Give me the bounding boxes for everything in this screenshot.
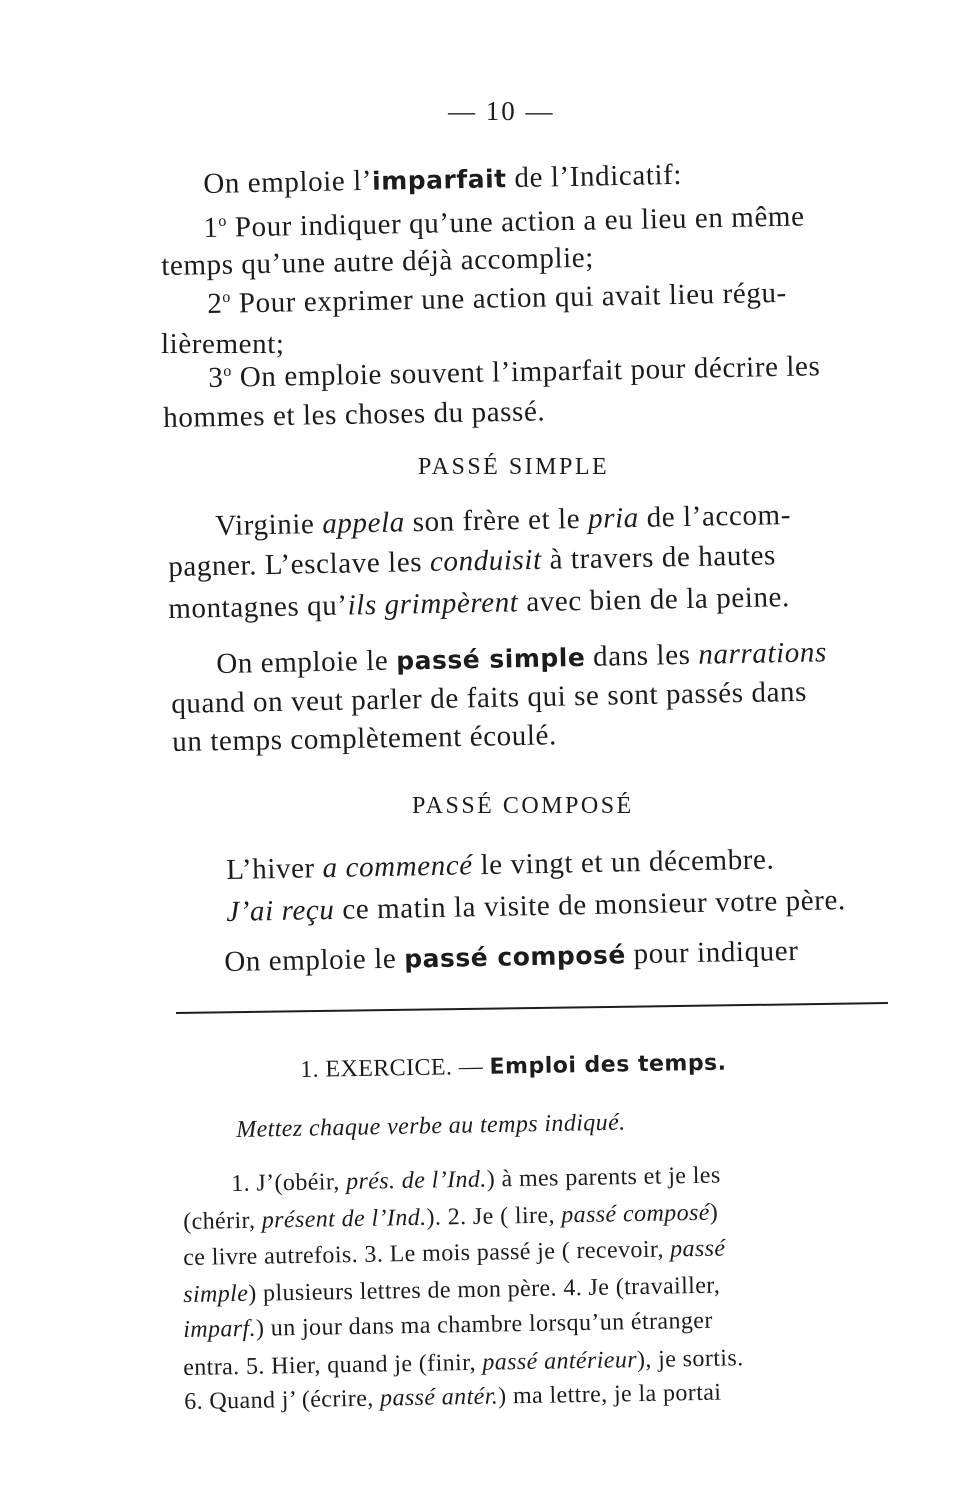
text-run: L’hiver bbox=[225, 852, 323, 886]
ordinal-mark: o bbox=[223, 362, 233, 381]
term-imparfait: imparfait bbox=[371, 164, 507, 196]
exercise-line-4 bbox=[183, 1274, 720, 1307]
text-run: le vingt et un décembre. bbox=[472, 843, 775, 882]
imparfait-point-1-cont: temps qu’une autre déjà accomplie; bbox=[160, 241, 595, 282]
text-run: 1. J’(obéir, bbox=[230, 1168, 347, 1197]
ordinal-mark: o bbox=[218, 212, 228, 231]
exercise-line-5 bbox=[183, 1309, 713, 1342]
passe-compose-rule-line-1 bbox=[223, 934, 799, 978]
text-run: On emploie l’ bbox=[202, 164, 373, 200]
text-run: 6. Quand j’ (écrire, bbox=[183, 1385, 381, 1415]
text-run: entra. 5. Hier, quand je (finir, bbox=[182, 1349, 483, 1381]
passe-simple-example-line-3 bbox=[168, 583, 790, 624]
exercise-instruction: Mettez chaque verbe au temps indiqué. bbox=[235, 1109, 626, 1143]
text-run: avec bien de la peine. bbox=[518, 581, 791, 619]
text-run: à travers de hautes bbox=[541, 539, 777, 576]
imparfait-point-1 bbox=[203, 202, 805, 243]
text-run: Pour indiquer qu’une action a eu lieu en même bbox=[226, 200, 805, 244]
text-run: ), je sortis. bbox=[636, 1345, 744, 1374]
imparfait-point-3-cont: hommes et les choses du passé. bbox=[162, 395, 546, 434]
heading-passe-simple: PASSÉ SIMPLE bbox=[418, 454, 610, 480]
passe-simple-rule-line-1 bbox=[216, 638, 827, 679]
tense-hint: présent de l’Ind. bbox=[261, 1204, 427, 1234]
text-run: ce matin la visite de monsieur votre père. bbox=[334, 884, 847, 926]
text-run: Virginie bbox=[214, 507, 323, 542]
verb-jai-recu: J’ai reçu bbox=[225, 893, 335, 928]
text-run: ) à mes parents et je les bbox=[486, 1162, 721, 1193]
passe-simple-example-line-1 bbox=[214, 498, 792, 542]
text-run: On emploie souvent l’imparfait pour décrire les bbox=[231, 350, 821, 394]
text-run: pour indiquer bbox=[625, 934, 799, 971]
text-run: On emploie le bbox=[223, 942, 405, 978]
passe-compose-example-line-2 bbox=[226, 886, 846, 927]
point-number: 1 bbox=[202, 211, 219, 244]
section-divider bbox=[176, 1002, 888, 1014]
verb-pria: pria bbox=[587, 501, 640, 535]
heading-passe-compose: PASSÉ COMPOSÉ bbox=[412, 793, 634, 819]
tense-hint: passé composé bbox=[561, 1199, 710, 1229]
text-run: pagner. L’esclave les bbox=[167, 545, 431, 583]
text-run: de l’Indicatif: bbox=[506, 158, 683, 195]
exercise-line-3 bbox=[183, 1237, 726, 1270]
exercise-line-1 bbox=[231, 1163, 721, 1196]
text-run: ) un jour dans ma chambre lorsqu’un étranger bbox=[255, 1307, 713, 1342]
text-run: son frère et le bbox=[404, 502, 589, 539]
exercise-line-2 bbox=[183, 1201, 718, 1234]
passe-simple-example-line-2 bbox=[168, 541, 776, 582]
page-number: — 10 — bbox=[448, 96, 555, 126]
passe-compose-example-line-1 bbox=[226, 845, 775, 885]
text-run: Pour exprimer une action qui avait lieu régu- bbox=[230, 276, 788, 320]
point-number: 2 bbox=[206, 287, 223, 320]
text-run: (chérir, bbox=[182, 1207, 263, 1235]
term-narrations: narrations bbox=[698, 636, 828, 671]
exercise-heading: Emploi des temps. bbox=[489, 1050, 727, 1080]
exercise-number: 1. EXERCICE. — bbox=[299, 1053, 490, 1083]
imparfait-intro bbox=[202, 158, 683, 200]
term-passe-compose: passé composé bbox=[403, 940, 627, 974]
tense-hint: imparf. bbox=[182, 1315, 257, 1343]
tense-hint: prés. de l’Ind. bbox=[345, 1166, 487, 1195]
text-run: ) plusieurs lettres de mon père. 4. Je (travailler, bbox=[248, 1272, 721, 1307]
text-run: ce livre autrefois. 3. Le mois passé je ( recevoir, bbox=[182, 1236, 671, 1271]
imparfait-point-3 bbox=[208, 352, 821, 393]
ordinal-mark: o bbox=[222, 288, 232, 307]
text-run: ) bbox=[709, 1199, 719, 1226]
exercise-line-7 bbox=[184, 1381, 722, 1414]
text-run: ) ma lettre, je la portai bbox=[497, 1379, 722, 1410]
text-run: dans les bbox=[584, 638, 699, 673]
verb-conduisit: conduisit bbox=[429, 543, 543, 578]
tense-hint: passé antérieur bbox=[482, 1347, 638, 1376]
passe-simple-rule-line-2: quand on veut parler de faits qui se sont passés dans bbox=[170, 675, 808, 720]
verb-grimperent: ils grimpèrent bbox=[347, 586, 519, 622]
imparfait-point-2-cont: lièrement; bbox=[161, 328, 285, 360]
verb-a-commence: a commencé bbox=[322, 849, 474, 885]
tense-hint: passé bbox=[669, 1235, 726, 1263]
point-number: 3 bbox=[207, 361, 224, 394]
text-run: montagnes qu’ bbox=[167, 589, 348, 625]
exercise-line-6 bbox=[183, 1346, 744, 1380]
tense-hint: simple bbox=[182, 1280, 249, 1308]
tense-hint: passé antér. bbox=[379, 1383, 499, 1412]
text-run: ). 2. Je ( lire, bbox=[426, 1202, 562, 1231]
verb-appela: appela bbox=[321, 506, 406, 540]
imparfait-point-2 bbox=[206, 276, 788, 320]
text-run: On emploie le bbox=[215, 644, 397, 680]
passe-simple-rule-line-3: un temps complètement écoulé. bbox=[171, 719, 558, 758]
exercise-title bbox=[300, 1051, 727, 1082]
term-passe-simple: passé simple bbox=[395, 642, 586, 676]
text-run: de l’accom- bbox=[638, 498, 792, 534]
